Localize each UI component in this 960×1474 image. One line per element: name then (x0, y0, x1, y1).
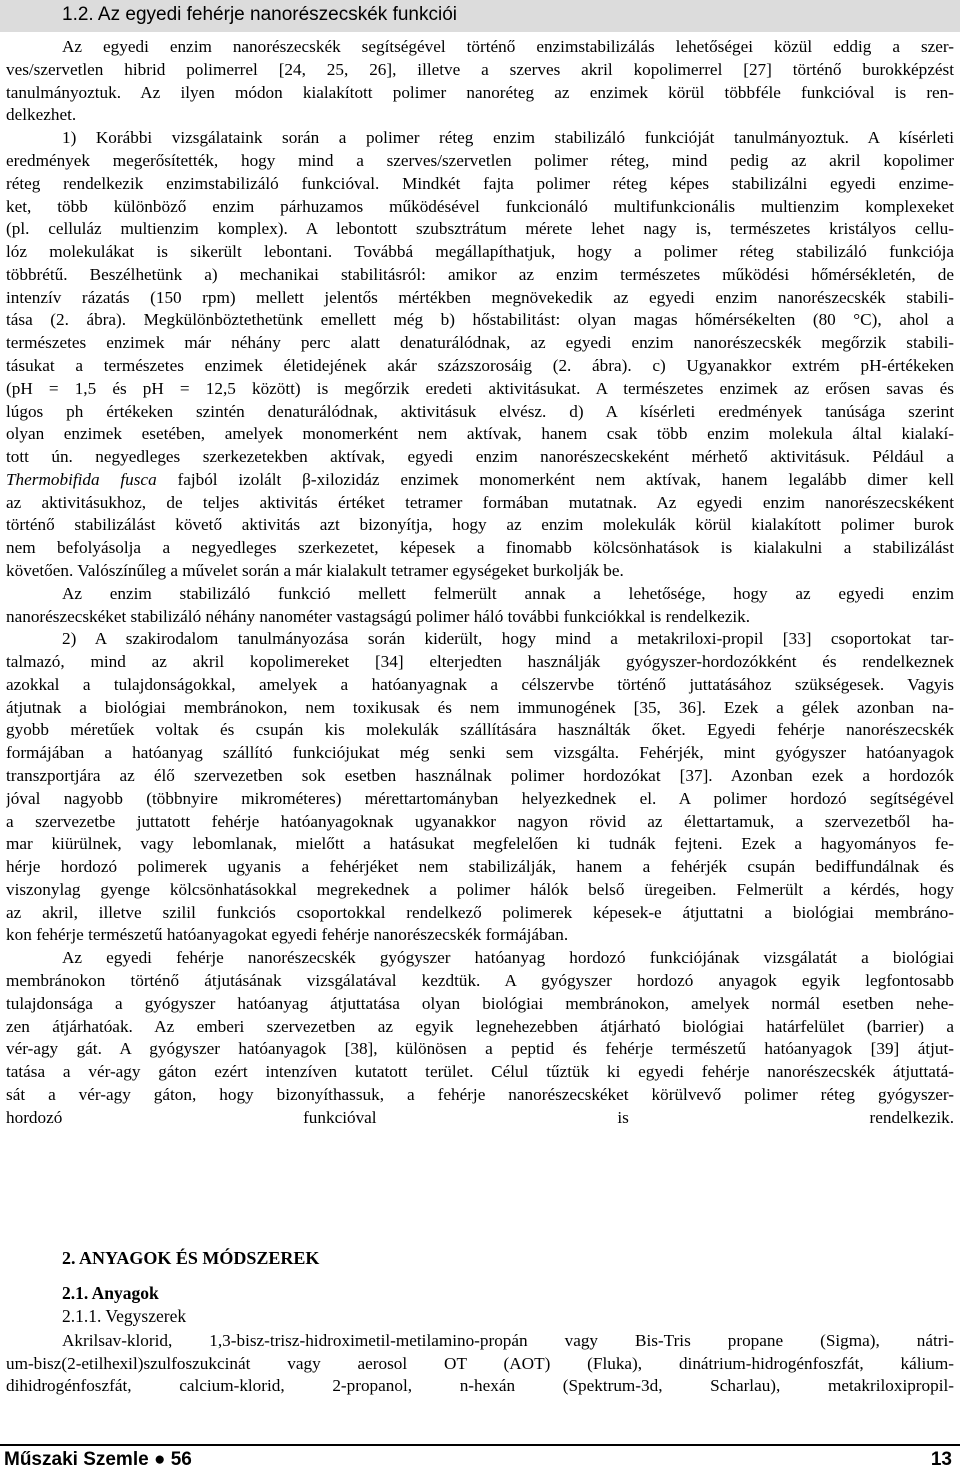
text-line: gyobb méretűek voltak és csupán kis molekulák szállítására használták őket. Egyedi fehérje nanorészecskék (6, 720, 954, 740)
sub-subsection-heading: 2.1.1. Vegyszerek (62, 1306, 187, 1326)
text-line: azokkal a tulajdonságokkal, amelyek a hatóanyagnak a célszervbe történő juttatásához szükségesek. Vagyis (6, 674, 954, 694)
text-line: dihidrogénfoszfát, calcium-klorid, 2-propanol, n-hexán (Spektrum-3d, Scharlau), metakriloxipropil- (6, 1376, 954, 1395)
text-line: Az egyedi fehérje nanorészecskék gyógyszer hatóanyag hordozó funkciójának vizsgálatát a biológiai (62, 948, 954, 968)
text-line: az aktivitásukhoz, de teljes aktivitás értéket tetramer formában mutatnak. Az egyedi enzim nanorészecskékent (6, 492, 954, 512)
text-line: követően. Valószínűleg a művelet során a már kialakult tetramer egységeket burkolják be. (6, 560, 624, 580)
species-name: Thermobifida fusca (6, 469, 157, 489)
text-line: tásukat a természetes enzimek életidejének akár százszorosáig (2. ábra). c) Ugyanakkor extrém pH-értékeken (6, 355, 954, 375)
text-line: természetes enzimek már néhány perc alatt denaturálódnak, az egyedi enzim nanorészecskék megőrzik stabili- (6, 333, 954, 353)
text-line: eredmények megerősítették, hogy mind a szerves/szervetlen polimer réteg, mind pedig az akril kopolimer (6, 150, 954, 170)
text-line: hérje hordozó polimerek ugyanis a fehérjéket nem stabilizálják, hanem a fehérjék csupán bediffundálnak és (6, 857, 954, 877)
text-line: tása (2. ábra). Megkülönböztethetünk emellett még b) hőstabilitást: olyan magas hőmérsékelten (80 °C), ahol a (6, 310, 954, 330)
chapter-heading: 2. ANYAGOK ÉS MÓDSZEREK (62, 1248, 320, 1268)
text-line: tanulmányoztuk. Az ilyen módon kialakított polimer nanoréteg az enzimek körül többféle funkcióval is ren- (6, 82, 954, 102)
text-line: Akrilsav-klorid, 1,3-bisz-trisz-hidroximetil-metilamino-propán vagy Bis-Tris propane (Sigma), nátri- (62, 1331, 954, 1350)
text-line: viszonylag gyenge kölcsönhatásokkal megrekednek a polimer hálók belső üregeiben. Felmerült a kérdés, hogy (6, 879, 954, 899)
text-line: nanorészecskéket stabilizáló néhány nanométer vastagságú polimer háló további funkciókkal is rendelkezik. (6, 606, 751, 626)
text-line: jóval nagyobb (többnyire mikrométeres) mérettartományban helyezkednek el. A polimer hordozó segítségével (6, 788, 954, 808)
footer-divider (0, 1444, 960, 1446)
text-line: ket, több különböző enzim párhuzamos működésével funkcionáló multifunkcionális multienzim komplexeket (6, 196, 954, 216)
text-line: történő stabilizálást követő aktivitás azt bizonyítja, hogy az enzim molekulák körül kialakított polimer burok (6, 515, 954, 535)
text-line: Az egyedi enzim nanorészecskék segítségével történő enzimstabilizálás lehetőségei közül eddig a szer- (62, 37, 954, 56)
text-line: tatása a vér-agy gáton ezért intenzíven kutatott terület. Célul tűztük ki egyedi fehérje nanorészecskék átjuttatá- (6, 1062, 954, 1082)
text-line: tott ún. negyedleges szerkezetekben aktívak, egyedi enzim nanorészecskeként mérhető aktivitásuk. Például a (6, 447, 954, 466)
text-line: Thermobifida fusca fajból izolált β-xilozidáz enzimek monomerként nem aktívak, hanem legalább dimer kell (6, 469, 954, 489)
text-line: (pH = 1,5 és pH = 12,5 között) is megőrzik eredeti aktivitásukat. A természetes enzimek az erősen savas és (6, 378, 954, 398)
text-line: Az enzim stabilizáló funkció mellett felmerült annak a lehetősége, hogy az egyedi enzim (62, 583, 954, 603)
text-line: formájában a hatóanyag szállító funkciójukat még senki sem vizsgálta. Fehérjék, mint gyógyszer hatóanyagok (6, 743, 954, 763)
text-line: 1) Korábbi vizsgálataink során a polimer réteg enzim stabilizáló funkcióját tanulmányoztuk. A kísérleti (62, 128, 954, 148)
text-line: 2) A szakirodalom tanulmányozása során kiderült, hogy mind a metakriloxi-propil [33] csoportokat tar- (62, 629, 954, 649)
text-line: talmazó, mind az akril kopolimereket [34] elterjedten használják gyógyszer-hordozókként és rendelkeznek (6, 652, 954, 672)
text-line: a szervezetbe juttatott fehérje hatóanyagoknak ugyanakkor nagyon rövid az élettartamuk, a szervezetből ha- (6, 811, 954, 831)
text-line: vér-agy gát. A gyógyszer hatóanyagok [38], különösen a peptid és fehérje természetű hatóanyagok [39] átjut- (6, 1039, 954, 1059)
page-number: 13 (930, 1449, 952, 1470)
text-line: lúgos ph értékeken szintén denaturálódnak, aktivitásuk elvész. d) A kísérleti eredmények tanúsága szerint (6, 401, 954, 421)
text-line: többrétű. Beszélhetünk a) mechanikai stabilitásról: amikor az enzim természetes működési hőmérsékletén, de (6, 264, 954, 284)
text-line: lóz molekulákat is sikerült lebontani. Továbbá megállapíthatjuk, hogy a polimer réteg stabilizáló funkciója (6, 242, 954, 261)
text-line: intenzív rázatás (150 rpm) mellett jelentős mértékben megnövekedik az egyedi enzim nanorészecskék stabili- (6, 287, 954, 307)
text-line: hordozó funkcióval is rendelkezik. (6, 1107, 954, 1127)
text-line: átjutnak a biológiai membránokon, nem toxikusak és nem immunogének [35, 36]. Ezek a gélek azonban na- (6, 697, 954, 717)
text-line: az akril, illetve szilil funkciós csoportokkal rendelkező polimerek képesek-e átjuttatni a biológiai membráno- (6, 902, 954, 922)
section-header-bar (0, 0, 960, 32)
text-line: (pl. celluláz multienzim komplex). A lebontott szubsztrátum mérete lehet nagy is, természetes kristályos cellu- (6, 219, 954, 239)
text-line: um-bisz(2-etilhexil)szulfoszukcinát vagy aerosol OT (AOT) (Fluka), dinátrium-hidrogénfoszfát, kálium- (6, 1353, 954, 1373)
text-line: sát a vér-agy gáton, hogy bizonyíthassuk, a fehérje nanorészecskéket körülvevő polimer réteg gyógyszer- (6, 1084, 954, 1104)
text-line: kon fehérje természetű hatóanyagokat egyedi fehérje nanorészecskék formájában. (6, 925, 569, 945)
text-line: membránokon történő átjutásának vizsgálatával kezdtük. A gyógyszer hordozó anyagok egyik legfontosabb (6, 971, 954, 990)
text-line: zen átjárhatóak. Az emberi szervezetben az egyik legnehezebben átjárható biológiai határfelület (barrier) a (6, 1016, 954, 1036)
text-line: mar kiürülnek, vagy lebomlanak, mielőtt a hatásukat megfelelően ki tudnák fejteni. Ezek a hagyományos fe- (6, 834, 954, 854)
subsection-heading: 2.1. Anyagok (62, 1283, 159, 1303)
text-line: ves/szervetlen hibrid polimerrel [24, 25, 26], illetve a szerves akril kopolimerrel [27] történő burokképzést (6, 59, 954, 79)
text-line: olyan enzimek esetében, amelyek monomerként nem aktívak, hanem csak több enzim molekula által kialakí- (6, 424, 954, 444)
section-title: 1.2. Az egyedi fehérje nanorészecskék funkciói (62, 4, 458, 25)
footer-journal: Műszaki Szemle ● 56 (4, 1449, 192, 1470)
text-line: delkezhet. (6, 105, 77, 125)
text-line: réteg rendelkezik enzimstabilizáló funkcióval. Mindkét fajta polimer réteg képes stabilizálni egyedi enzime- (6, 173, 954, 193)
text-line: tulajdonsága a gyógyszer hatóanyag átjuttatása olyan biológiai membránokon, amelyek normál esetben nehe- (6, 993, 954, 1013)
text-line: transzportjára az élő szervezetben sok esetben használnak polimer hordozókat [37]. Azonban ezek a hordozók (6, 766, 954, 785)
text-line: nem befolyásolja a negyedleges szerkezetet, képesek a finomabb kölcsönhatások is kialakulni a stabilizálást (6, 538, 954, 558)
